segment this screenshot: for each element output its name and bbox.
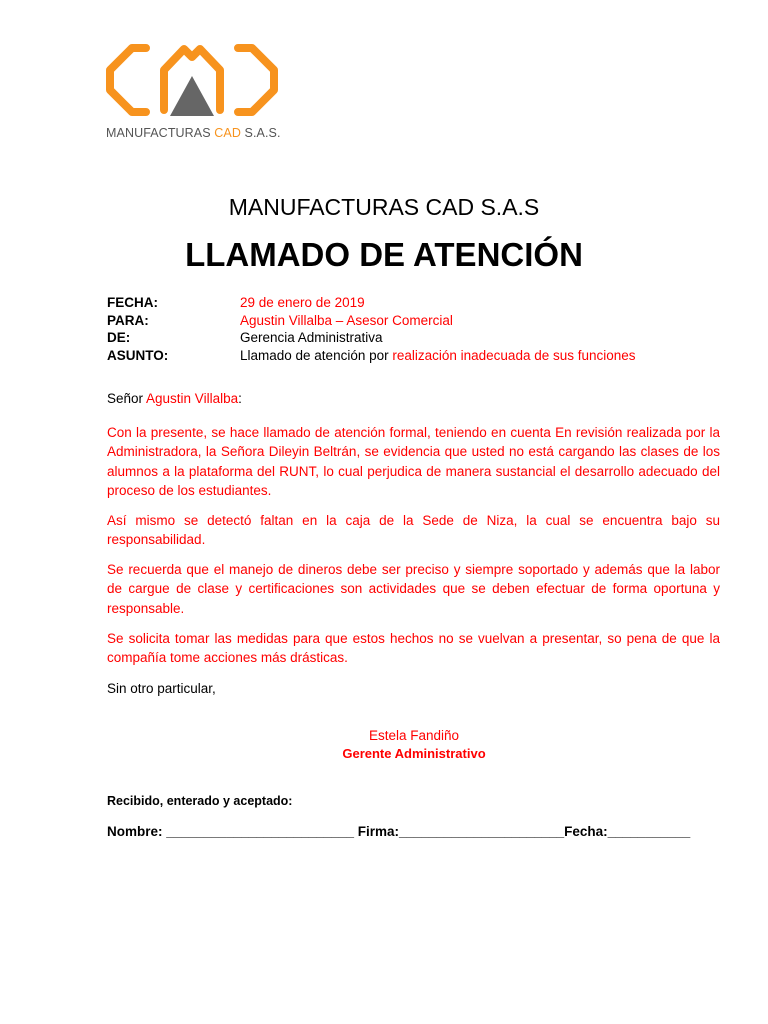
closing-text: Sin otro particular,	[107, 681, 216, 696]
memo-header-block	[107, 294, 636, 364]
meta-row-de	[107, 329, 636, 347]
salutation: Señor Agustin Villalba:	[107, 391, 242, 406]
de-value: Gerencia Administrativa	[240, 330, 383, 345]
asunto-value: Llamado de atención por realización inadecuada de sus funciones	[240, 347, 636, 363]
company-name: MANUFACTURAS CAD S.A.S	[228, 194, 540, 220]
signer-name: Estela Fandiño	[368, 728, 460, 743]
fecha-label: FECHA:	[107, 295, 158, 310]
de-label: DE:	[107, 330, 131, 345]
meta-row-fecha	[107, 294, 636, 312]
fecha-value: 29 de enero de 2019	[240, 295, 365, 310]
paragraph-4: Se solicita tomar las medidas para que estos hechos no se vuelvan a presentar, so pena de que la compañía tome acciones más drásticas.	[107, 631, 720, 666]
signature-fields: Nombre: _________________________ Firma:______________________Fecha:___________	[107, 824, 691, 839]
asunto-label: ASUNTO:	[107, 347, 169, 363]
para-value: Agustin Villalba – Asesor Comercial	[240, 312, 453, 328]
meta-row-para	[107, 312, 636, 330]
logo-wordmark: MANUFACTURAS CAD S.A.S.	[106, 126, 281, 140]
meta-row-asunto	[107, 347, 636, 365]
paragraph-2: Así mismo se detectó faltan en la caja de la Sede de Niza, la cual se encuentra bajo su responsabilidad.	[107, 513, 720, 548]
received-label: Recibido, enterado y aceptado:	[107, 794, 293, 808]
para-label: PARA:	[107, 312, 149, 328]
cad-logo-icon	[106, 44, 278, 126]
document-title: LLAMADO DE ATENCIÓN	[185, 236, 583, 273]
paragraph-1: Con la presente, se hace llamado de atención formal, teniendo en cuenta En revisión realizada por la Administradora, la Señora Dileyin Beltrán, se evidencia que usted no está cargando las clases de los alumnos a la plataforma del RUNT, lo cual perjudica de manera sustancial el desarrollo adecuado del proceso de los estudiantes.	[107, 425, 720, 498]
company-logo	[106, 44, 281, 146]
paragraph-3: Se recuerda que el manejo de dineros debe ser preciso y siempre soportado y además que la labor de cargue de clase y certificaciones son actividades que se deben efectuar de forma oportuna y responsable.	[107, 562, 720, 616]
signer-role: Gerente Administrativo	[342, 746, 486, 761]
